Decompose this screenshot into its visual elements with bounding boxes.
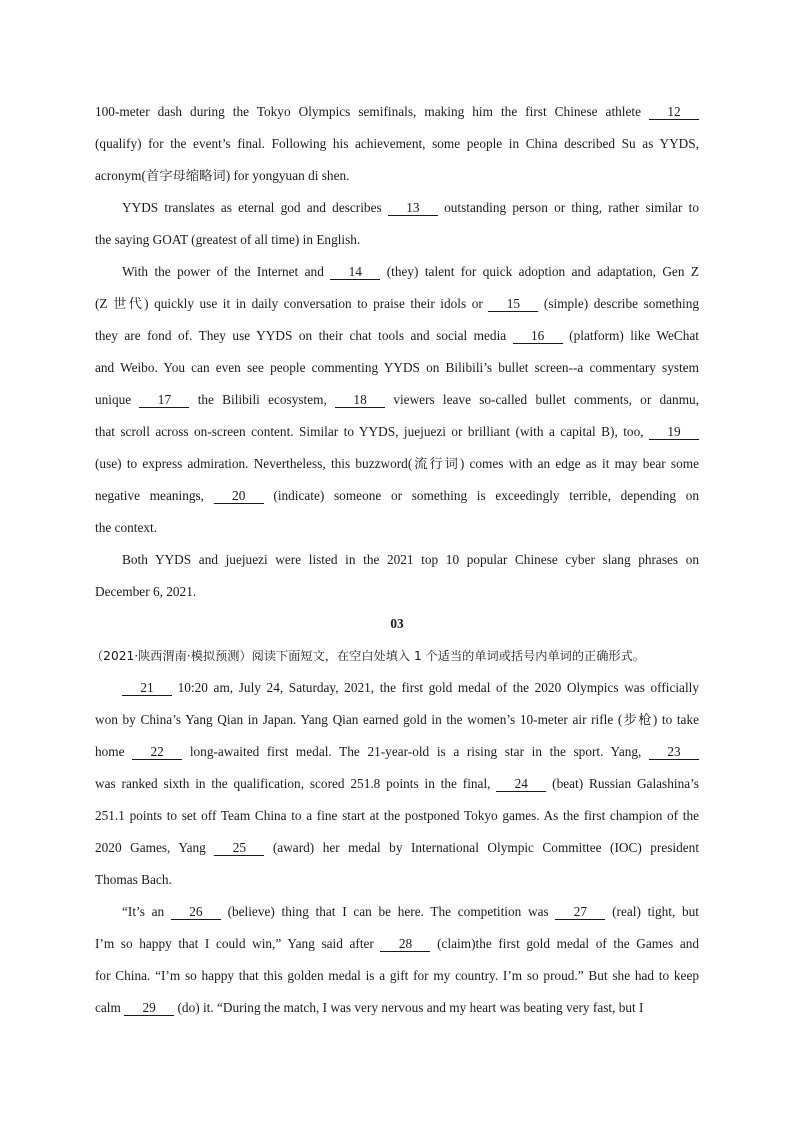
line-text: (qualify) for the event’s final. Following his achievement, some people in China described Su as YYDS, — [95, 136, 699, 151]
answer-blank: 13 — [388, 200, 438, 216]
passage-2 — [95, 96, 699, 608]
answer-blank: 24 — [496, 776, 546, 792]
text-line — [95, 352, 699, 384]
answer-blank: 15 — [488, 296, 538, 312]
answer-blank: 16 — [513, 328, 563, 344]
line-text: (believe) thing that I can be here. The competition was — [227, 904, 549, 919]
text-line — [95, 192, 699, 224]
line-text: and Weibo. You can even see people commenting YYDS on Bilibili’s bullet screen--a commentary system — [95, 360, 699, 375]
answer-blank: 26 — [171, 904, 221, 920]
line-text: home — [95, 744, 125, 759]
line-text: (award) her medal by International Olympic Committee (IOC) president — [272, 840, 700, 855]
text-line — [95, 832, 699, 864]
section-instruction: （2021·陕西渭南·模拟预测）阅读下面短文，在空白处填入 1 个适当的单词或括号内单词的正确形式。 — [91, 649, 645, 663]
line-text: (they) talent for quick adoption and adaptation, Gen Z — [386, 264, 700, 279]
text-line — [95, 160, 699, 192]
line-text: calm — [95, 1000, 121, 1015]
text-line — [95, 992, 699, 1024]
answer-blank: 21 — [122, 680, 172, 696]
text-line — [95, 736, 699, 768]
answer-blank: 12 — [649, 104, 699, 120]
answer-blank: 25 — [214, 840, 264, 856]
answer-blank: 28 — [380, 936, 430, 952]
passage-3 — [95, 672, 699, 1024]
answer-blank: 29 — [124, 1000, 174, 1016]
line-text: (use) to express admiration. Nevertheless, this buzzword(流行词) comes with an edge as it may bear some — [95, 456, 699, 471]
text-line — [95, 416, 699, 448]
document-page — [91, 96, 700, 1024]
answer-blank: 27 — [555, 904, 605, 920]
text-line — [95, 896, 699, 928]
answer-blank: 18 — [335, 392, 385, 408]
line-text: (claim)the first gold medal of the Games and — [437, 936, 700, 951]
text-line — [95, 256, 699, 288]
text-line — [95, 544, 699, 576]
text-line — [95, 480, 699, 512]
line-text: (beat) Russian Galashina’s — [552, 776, 699, 791]
answer-blank: 20 — [214, 488, 264, 504]
answer-blank: 19 — [649, 424, 699, 440]
line-text: 251.1 points to set off Team China to a fine start at the postponed Tokyo games. As the first champion of the — [95, 808, 699, 823]
text-line — [95, 928, 699, 960]
line-text: acronym(首字母缩略词) for yongyuan di shen. — [95, 168, 350, 183]
line-text: for China. “I’m so happy that this golden medal is a gift for my country. I’m so proud.” But she had to keep — [95, 968, 699, 983]
text-line — [95, 448, 699, 480]
text-line — [95, 320, 699, 352]
line-text: YYDS translates as eternal god and describes — [122, 200, 382, 215]
line-text: outstanding person or thing, rather similar to — [444, 200, 699, 215]
line-text: 2020 Games, Yang — [95, 840, 206, 855]
line-text: won by China’s Yang Qian in Japan. Yang Qian earned gold in the women’s 10-meter air rifle (步枪) to take — [95, 712, 699, 727]
line-text: that scroll across on-screen content. Similar to YYDS, juejuezi or brilliant (with a capital B), too, — [95, 424, 644, 439]
answer-blank: 22 — [132, 744, 182, 760]
answer-blank: 14 — [330, 264, 380, 280]
text-line — [95, 864, 699, 896]
text-line — [95, 512, 699, 544]
line-text: 100-meter dash during the Tokyo Olympics semifinals, making him the first Chinese athlete — [95, 104, 641, 119]
text-line — [95, 768, 699, 800]
line-text: (do) it. “During the match, I was very nervous and my heart was beating very fast, but I — [177, 1000, 644, 1015]
line-text: (platform) like WeChat — [569, 328, 699, 343]
text-line — [95, 384, 699, 416]
line-text: negative meanings, — [95, 488, 205, 503]
line-text: the saying GOAT (greatest of all time) in English. — [95, 232, 361, 247]
text-line — [95, 96, 699, 128]
line-text: 10:20 am, July 24, Saturday, 2021, the first gold medal of the 2020 Olympics was officially — [177, 680, 699, 695]
answer-blank: 17 — [139, 392, 189, 408]
answer-blank: 23 — [649, 744, 699, 760]
line-text: Thomas Bach. — [95, 872, 172, 887]
text-line — [95, 672, 699, 704]
line-text: I’m so happy that I could win,” Yang said after — [95, 936, 374, 951]
section-number: 03 — [390, 616, 404, 631]
line-text: Both YYDS and juejuezi were listed in the 2021 top 10 popular Chinese cyber slang phrases on — [122, 552, 699, 567]
text-line — [95, 576, 699, 608]
text-line — [95, 224, 699, 256]
line-text: (indicate) someone or something is exceedingly terrible, depending on — [273, 488, 700, 503]
line-text: long-awaited first medal. The 21-year-old is a rising star in the sport. Yang, — [189, 744, 642, 759]
text-line — [95, 704, 699, 736]
line-text: they are fond of. They use YYDS on their chat tools and social media — [95, 328, 507, 343]
line-text: was ranked sixth in the qualification, scored 251.8 points in the final, — [95, 776, 491, 791]
line-text: December 6, 2021. — [95, 584, 197, 599]
line-text: “It’s an — [122, 904, 165, 919]
line-text: With the power of the Internet and — [122, 264, 324, 279]
line-text: unique — [95, 392, 132, 407]
text-line — [95, 960, 699, 992]
line-text: viewers leave so-called bullet comments, or danmu, — [393, 392, 700, 407]
text-line — [95, 128, 699, 160]
line-text: (simple) describe something — [543, 296, 699, 311]
text-line — [95, 800, 699, 832]
line-text: the Bilibili ecosystem, — [197, 392, 327, 407]
line-text: (real) tight, but — [612, 904, 699, 919]
line-text: (Z 世代) quickly use it in daily conversation to praise their idols or — [95, 296, 483, 311]
line-text: the context. — [95, 520, 158, 535]
text-line — [95, 288, 699, 320]
